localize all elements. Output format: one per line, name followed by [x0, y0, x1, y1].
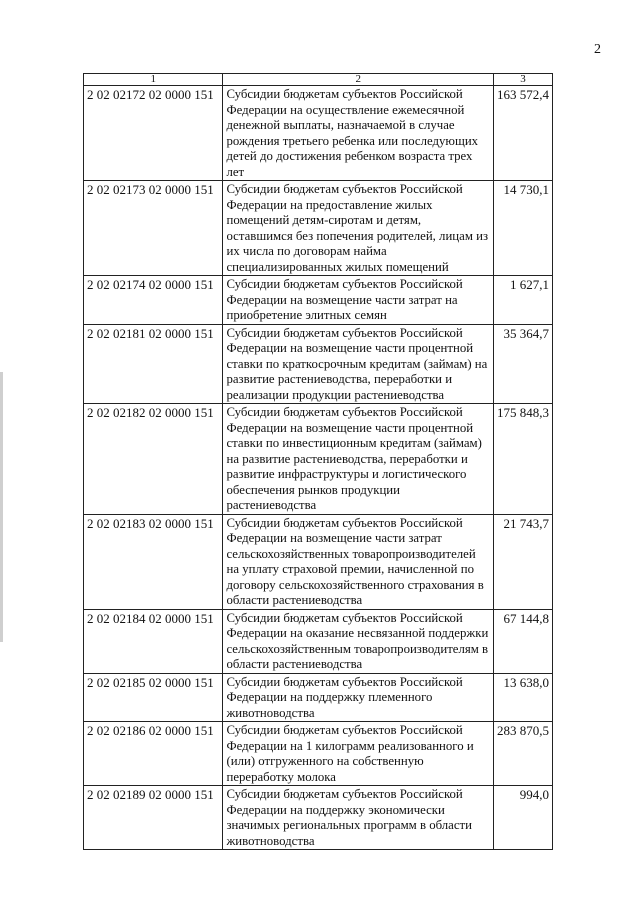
column-header: 2 — [223, 74, 494, 86]
row-description: Субсидии бюджетам субъектов Российской Федерации на 1 килограмм реализованного и (или) отгруженного на собственную переработку молока — [223, 722, 494, 786]
row-description: Субсидии бюджетам субъектов Российской Федерации на возмещение части процентной ставки по инвестиционным кредитам (займам) на развитие растениеводства, переработки и развитие инфраструктуры и логистического обеспечения рынков продукции растениеводства — [223, 404, 494, 515]
scan-edge-mark — [0, 372, 3, 642]
classification-code: 2 02 02189 02 0000 151 — [84, 786, 223, 850]
row-amount: 14 730,1 — [493, 181, 552, 276]
table-row — [84, 86, 553, 181]
table-row — [84, 181, 553, 276]
row-description: Субсидии бюджетам субъектов Российской Федерации на возмещение части затрат на приобретение элитных семян — [223, 276, 494, 325]
row-description: Субсидии бюджетам субъектов Российской Федерации на поддержку племенного животноводства — [223, 673, 494, 722]
row-amount: 1 627,1 — [493, 276, 552, 325]
table-row — [84, 324, 553, 404]
row-amount: 175 848,3 — [493, 404, 552, 515]
column-header: 1 — [84, 74, 223, 86]
row-amount: 283 870,5 — [493, 722, 552, 786]
row-amount: 994,0 — [493, 786, 552, 850]
classification-code: 2 02 02184 02 0000 151 — [84, 609, 223, 673]
classification-code: 2 02 02183 02 0000 151 — [84, 514, 223, 609]
row-description: Субсидии бюджетам субъектов Российской Федерации на поддержку экономически значимых региональных программ в области животноводства — [223, 786, 494, 850]
row-amount: 35 364,7 — [493, 324, 552, 404]
table-row — [84, 404, 553, 515]
classification-code: 2 02 02185 02 0000 151 — [84, 673, 223, 722]
row-description: Субсидии бюджетам субъектов Российской Федерации на предоставление жилых помещений детям-сиротам и детям, оставшимся без попечения родителей, лицам из их числа по договорам найма специализированных жилых помещений — [223, 181, 494, 276]
table-row — [84, 609, 553, 673]
table-row — [84, 722, 553, 786]
row-description: Субсидии бюджетам субъектов Российской Федерации на осуществление ежемесячной денежной выплаты, назначаемой в случае рождения третьего ребенка или последующих детей до достижения ребенком возраста трех лет — [223, 86, 494, 181]
table-row — [84, 786, 553, 850]
table-row — [84, 673, 553, 722]
classification-code: 2 02 02173 02 0000 151 — [84, 181, 223, 276]
row-description: Субсидии бюджетам субъектов Российской Федерации на оказание несвязанной поддержки сельскохозяйственным товаропроизводителям в области растениеводства — [223, 609, 494, 673]
table-row — [84, 276, 553, 325]
table-header-row — [84, 74, 553, 86]
classification-code: 2 02 02172 02 0000 151 — [84, 86, 223, 181]
row-description: Субсидии бюджетам субъектов Российской Федерации на возмещение части процентной ставки по краткосрочным кредитам (займам) на развитие растениеводства, переработки и реализации продукции растениеводства — [223, 324, 494, 404]
classification-code: 2 02 02186 02 0000 151 — [84, 722, 223, 786]
table-row — [84, 514, 553, 609]
column-header: 3 — [493, 74, 552, 86]
page-number: 2 — [594, 42, 601, 57]
row-amount: 163 572,4 — [493, 86, 552, 181]
row-description: Субсидии бюджетам субъектов Российской Федерации на возмещение части затрат сельскохозяйственных товаропроизводителей на уплату страховой премии, начисленной по договору сельскохозяйственного страхования в области растениеводства — [223, 514, 494, 609]
row-amount: 67 144,8 — [493, 609, 552, 673]
row-amount: 13 638,0 — [493, 673, 552, 722]
classification-code: 2 02 02174 02 0000 151 — [84, 276, 223, 325]
classification-code: 2 02 02182 02 0000 151 — [84, 404, 223, 515]
budget-table — [83, 73, 553, 850]
classification-code: 2 02 02181 02 0000 151 — [84, 324, 223, 404]
row-amount: 21 743,7 — [493, 514, 552, 609]
